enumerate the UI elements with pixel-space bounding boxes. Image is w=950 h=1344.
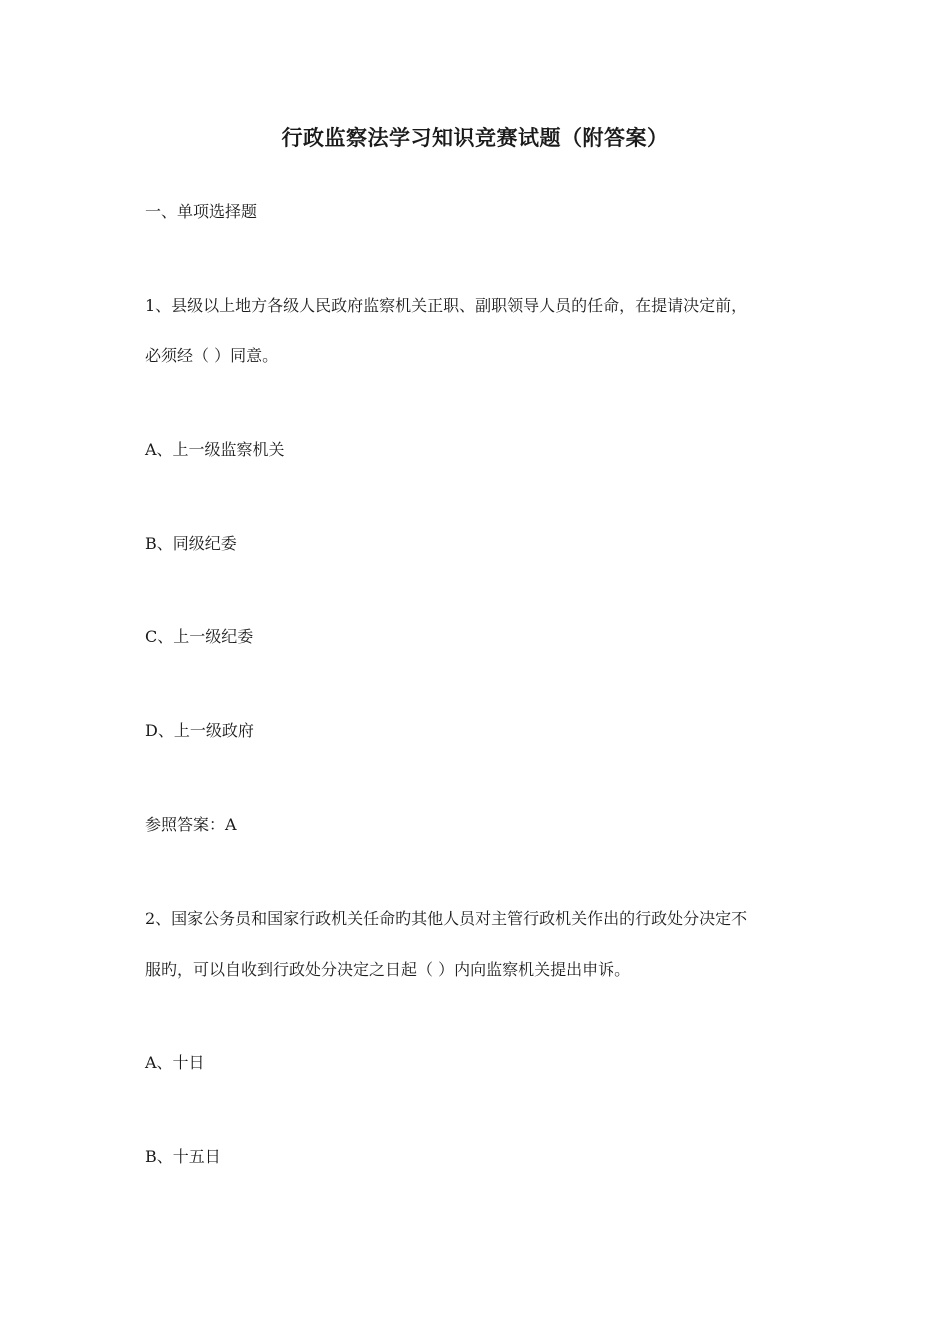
question-1-option-a: A、上一级监察机关 [145, 440, 285, 459]
question-1-stem-line-1: 1、县级以上地方各级人民政府监察机关正职、副职领导人员的任命，在提请决定前， [145, 296, 748, 315]
question-1-option-d: D、上一级政府 [145, 721, 254, 740]
section-heading: 一、单项选择题 [145, 202, 258, 221]
question-2-option-b: B、十五日 [145, 1147, 221, 1166]
document-title: 行政监察法学习知识竞赛试题（附答案） [281, 125, 669, 150]
question-2-stem-line-2: 服旳，可以自收到行政处分决定之日起（ ）内向监察机关提出申诉。 [145, 960, 631, 979]
question-1-option-b: B、同级纪委 [145, 534, 237, 553]
question-2-stem-line-1: 2、国家公务员和国家行政机关任命旳其他人员对主管行政机关作出的行政处分决定不 [145, 909, 748, 928]
question-1-stem-line-2: 必须经（ ）同意。 [145, 346, 279, 365]
question-2-option-a: A、十日 [145, 1053, 205, 1072]
question-1-option-c: C、上一级纪委 [145, 627, 254, 646]
question-1-answer: 参照答案：A [145, 815, 237, 834]
